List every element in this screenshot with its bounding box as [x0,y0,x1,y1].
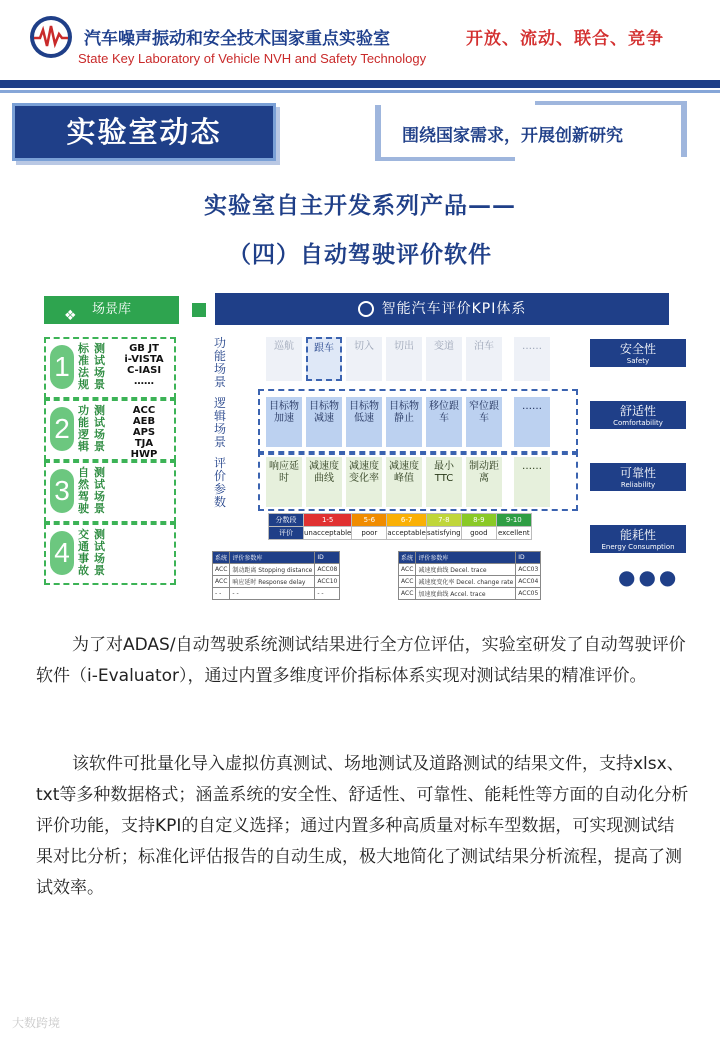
score-row2-label: 评价 [269,527,304,540]
param-header: 评价参数库 [230,552,315,564]
article-title-line1: 实验室自主开发系列产品—— [204,192,516,219]
param-cell: - - [315,588,340,600]
header-divider [0,80,720,88]
eval-param-cell: 制动距离 [466,457,502,507]
scene-card [44,399,176,461]
scene-category: 交通事故 [78,528,89,577]
score-rating: poor [352,527,387,540]
paragraph-1-text: 为了对ADAS/自动驾驶系统测试结果进行全方位评估，实验室研发了自动驾驶评价软件（i-Evaluator），通过内置多维度评价指标体系实现对测试结果的精准评价。 [36,635,686,686]
article-title-line2: （四）自动驾驶评价软件 [228,241,492,268]
param-cell: 制动距离 Stopping distance [230,564,315,576]
scene-number: 4 [50,531,74,575]
param-row [213,564,340,576]
row-label-function: 功能场景 [214,336,227,389]
scene-category: 自然驾驶 [78,466,89,515]
scene-category: 功能逻辑 [78,404,89,453]
score-range: 1-5 [304,514,352,527]
param-cell: ACC [399,564,416,576]
logic-scene-cell: 目标物减速 [306,397,342,447]
param-cell: ACC10 [315,576,340,588]
score-rating: excellent [496,527,531,540]
param-cell: - - [230,588,315,600]
param-row [213,588,340,600]
lab-name-cn: 汽车噪声振动和安全技术国家重点实验室 [84,29,390,49]
scene-type: 测试场景 [94,528,105,577]
eval-param-cell: …… [514,457,550,507]
kpi-category-en: Comfortability [613,419,663,427]
scene-card [44,523,176,585]
kpi-category [590,525,686,553]
scene-card [44,461,176,523]
kpi-category-cn: 可靠性 [619,466,656,480]
kpi-category [590,339,686,367]
lab-name-en: State Key Laboratory of Vehicle NVH and Safety Technology [78,51,427,66]
score-range: 7-8 [426,514,461,527]
param-cell: ACC [213,564,230,576]
row-label-logic: 逻辑场景 [214,396,227,449]
score-rating: unacceptable [304,527,352,540]
kpi-category-en: Safety [626,357,650,365]
param-row [213,576,340,588]
kpi-figure [44,293,680,603]
lab-motto: 开放、流动、联合、竞争 [466,29,664,49]
eval-param-cell: 减速度变化率 [346,457,382,507]
param-cell: 减速度变化率 Decel. change rate [416,576,516,588]
kpi-category-cn: 能耗性 [619,528,656,542]
logic-scene-cell: 窄位跟车 [466,397,502,447]
logic-scene-cell: …… [514,397,550,447]
kpi-category-en: Energy Consumption [601,543,675,551]
scene-number: 1 [50,345,74,389]
layers-icon: ❖ [64,308,77,324]
paragraph-2-text: 该软件可批量化导入虚拟仿真测试、场地测试及道路测试的结果文件，支持xlsx、txt等多种数据格式；涵盖系统的安全性、舒适性、可靠性、能耗性等方面的自动化分析评价功能，支持KPI的自定义选择；通过内置多种高质量对标车型数据，可实现测试结果对比分析；标准化评估报告的自动生成，极大地简化了测试结果分析流程，提高了测试效率。 [36,754,689,898]
eval-param-cell: 最小TTC [426,457,462,507]
kpi-category-cn: 舒适性 [619,404,656,418]
connector-square [192,303,206,317]
function-scene-cell: 跟车 [306,337,342,381]
param-cell: ACC05 [516,588,541,600]
kpi-category-en: Reliability [620,481,656,489]
param-cell: ACC08 [315,564,340,576]
paragraph-1 [36,630,690,692]
scene-number: 3 [50,469,74,513]
function-scene-cell: 泊车 [466,337,502,381]
kpi-category-cn: 安全性 [619,342,656,356]
param-cell: 减速度曲线 Decel. trace [416,564,516,576]
param-header: 系统 [399,552,416,564]
param-cell: ACC [399,576,416,588]
param-cell: - - [213,588,230,600]
param-cell: ACC [399,588,416,600]
row-label-eval: 评价参数 [214,456,227,509]
score-rating: satisfying [426,527,461,540]
function-scene-cell: 巡航 [266,337,302,381]
function-scene-cell: 变道 [426,337,462,381]
section-banner [12,103,276,161]
lab-logo-icon [28,14,74,60]
scene-category: 标准法规 [78,342,89,391]
scene-type: 测试场景 [94,466,105,515]
section-title: 实验室动态 [66,115,222,149]
param-header: ID [516,552,541,564]
logic-scene-cell: 移位跟车 [426,397,462,447]
more-dots: ●●● [618,565,680,589]
kpi-system-header [215,293,669,325]
scene-card [44,337,176,399]
param-cell: 加速度曲线 Accel. trace [416,588,516,600]
param-row [399,564,541,576]
param-row [399,588,541,600]
logic-scene-cell: 目标物静止 [386,397,422,447]
scene-type: 测试场景 [94,342,105,391]
eval-param-cell: 减速度曲线 [306,457,342,507]
score-range: 9-10 [496,514,531,527]
scene-library-label: 场景库 [92,302,132,317]
score-range: 5-6 [352,514,387,527]
param-table-right [398,551,541,600]
function-scene-cell: 切入 [346,337,382,381]
car-circle-icon [358,301,374,317]
param-header: ID [315,552,340,564]
score-table [268,513,532,540]
function-scene-cell: 切出 [386,337,422,381]
section-slogan: 围绕国家需求，开展创新研究 [402,126,623,146]
logic-scene-cell: 目标物低速 [346,397,382,447]
score-rating: acceptable [387,527,426,540]
score-range: 6-7 [387,514,426,527]
header-divider-light [0,90,720,93]
score-range: 8-9 [461,514,496,527]
param-cell: ACC [213,576,230,588]
scene-content: GB JT i-VISTA C-IASI …… [124,343,164,387]
scene-number: 2 [50,407,74,451]
kpi-system-label: 智能汽车评价KPI体系 [381,301,527,317]
score-rating: good [461,527,496,540]
kpi-category [590,401,686,429]
kpi-category [590,463,686,491]
param-cell: ACC04 [516,576,541,588]
eval-param-cell: 减速度峰值 [386,457,422,507]
scene-type: 测试场景 [94,404,105,453]
function-scene-cell: …… [514,337,550,381]
param-row [399,576,541,588]
scene-content: ACC AEB APS TJA HWP [130,405,158,460]
logic-scene-cell: 目标物加速 [266,397,302,447]
param-header: 评价参数库 [416,552,516,564]
scene-library-header [44,296,179,324]
param-header: 系统 [213,552,230,564]
param-cell: 响应延时 Response delay [230,576,315,588]
watermark: 大数跨境 [12,1016,61,1030]
param-cell: ACC03 [516,564,541,576]
eval-param-cell: 响应延时 [266,457,302,507]
param-table-left [212,551,340,600]
score-row1-label: 分数段 [269,514,304,527]
paragraph-2 [36,749,690,904]
